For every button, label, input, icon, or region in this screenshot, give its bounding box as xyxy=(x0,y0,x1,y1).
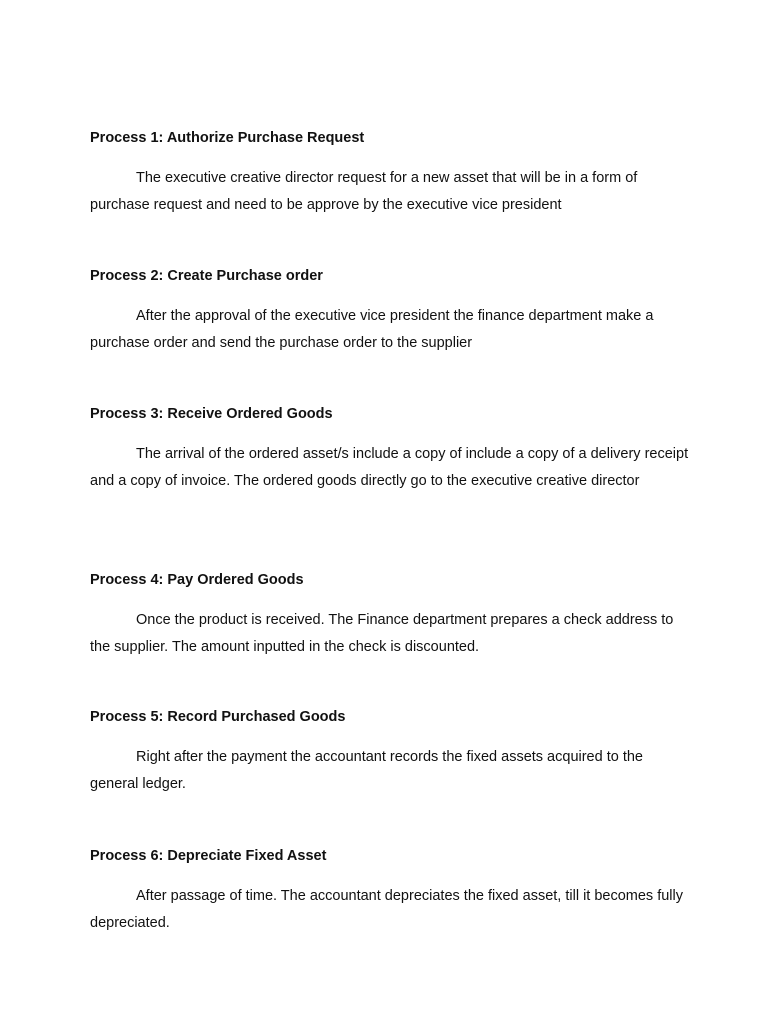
process-description: Once the product is received. The Finance department prepares a check address to the supplier. The amount inputted in the check is discounted. xyxy=(90,612,674,655)
process-section-2 xyxy=(90,267,690,357)
process-heading: Process 6: Depreciate Fixed Asset xyxy=(90,848,327,864)
process-description: The executive creative director request for a new asset that will be in a form of purchase request and need to be approve by the executive vice president xyxy=(90,170,638,213)
process-section-1 xyxy=(90,129,690,219)
process-heading: Process 2: Create Purchase order xyxy=(90,268,323,284)
process-section-4 xyxy=(90,571,690,661)
process-section-5 xyxy=(90,708,690,798)
process-description: After the approval of the executive vice president the finance department make a purchase order and send the purchase order to the supplier xyxy=(90,308,654,351)
process-description: After passage of time. The accountant depreciates the fixed asset, till it becomes fully depreciated. xyxy=(90,888,683,931)
process-description: The arrival of the ordered asset/s include a copy of include a copy of a delivery receipt and a copy of invoice. The ordered goods directly go to the executive creative director xyxy=(90,446,689,489)
process-heading: Process 1: Authorize Purchase Request xyxy=(90,130,365,146)
process-heading: Process 3: Receive Ordered Goods xyxy=(90,406,333,422)
process-description: Right after the payment the accountant records the fixed assets acquired to the general ledger. xyxy=(90,749,643,792)
process-heading: Process 4: Pay Ordered Goods xyxy=(90,572,304,588)
process-section-3 xyxy=(90,405,690,495)
process-heading: Process 5: Record Purchased Goods xyxy=(90,709,346,725)
process-section-6 xyxy=(90,847,690,937)
